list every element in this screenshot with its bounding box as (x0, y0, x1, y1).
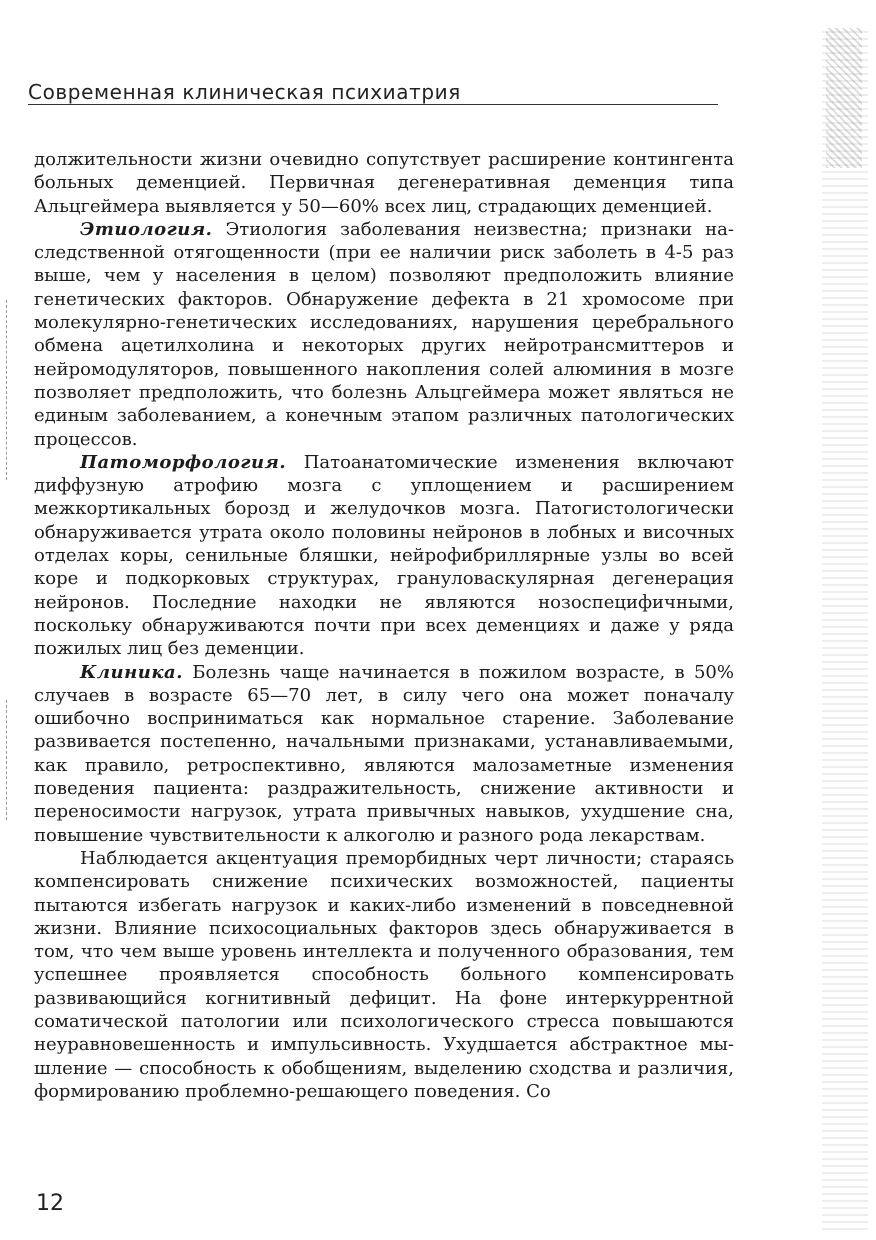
body-text (34, 148, 734, 1103)
rubric-heading: Патоморфология. (80, 451, 287, 473)
left-margin-mark (6, 700, 8, 820)
scan-edge-noise (810, 0, 876, 1240)
rubric-heading: Этиология. (80, 218, 213, 240)
paragraph-accentuation (34, 847, 734, 1103)
paragraph-pathomorphology (34, 451, 734, 661)
page-number: 12 (36, 1191, 64, 1216)
running-header: Современная клиническая психиатрия (28, 80, 461, 104)
paragraph-continuation (34, 148, 734, 218)
left-margin-mark (6, 300, 8, 480)
paragraph-text: Этиология заболевания неизвестна; признаки наследственной отягощенности (при ее наличии риск заболеть в 4-5 раз выше, чем у населения в целом) позволяют предположить влияние генетических факторов. Обнаружение дефекта в 21 хромосоме при молекулярно-генетических исследованиях, нарушения церебрального обмена ацетилхолина и некоторых других нейротрансмиттеров и нейромодуляторов, повышенного накопления солей алюминия в мозге позволяет предположить, что болезнь Альцгеймера может являться не единым заболеванием, а конечным этапом различных патологических процессов. (34, 218, 734, 450)
rubric-heading: Клиника. (80, 661, 183, 683)
paragraph-text: Болезнь чаще начинается в пожилом возрасте, в 50% случаев в возрасте 65—70 лет, в силу чего она может поначалу ошибочно восприниматься как нормальное старение. Заболевание развивается постепенно, начальными признаками, устанавливаемыми, как правило, ретроспективно, являются малозаметные изменения поведения пациента: раздражительность, снижение активности и переносимости нагрузок, утрата привычных навыков, ухудшение сна, повышение чувствительности к алкоголю и разного рода лекарствам. (34, 661, 734, 846)
scan-noise-speckle (826, 28, 862, 168)
paragraph-text: должительности жизни очевидно сопутствует расширение контингента больных деменцией. Первичная дегенеративная деменция типа Альцгеймера выявляется у 50—60% всех лиц, страдающих деменцией. (34, 149, 734, 217)
paragraph-clinic (34, 661, 734, 847)
scan-noise-strip (822, 30, 868, 1230)
paragraph-etiology (34, 218, 734, 451)
header-rule (28, 104, 718, 105)
paragraph-text: Патоанатомические изменения включают диффузную атрофию мозга с уплощением и расширением межкортикальных борозд и желудочков мозга. Патогистологически обнаруживается утрата около половины нейронов в лобных и височных отделах коры, сенильные бляшки, нейрофибриллярные узлы во всей коре и подкорковых структурах, грануловаскулярная дегенерация нейронов. Последние находки не являются нозоспецифичными, поскольку обнаруживаются почти при всех деменциях и даже у ряда пожилых лиц без деменции. (34, 451, 734, 660)
paragraph-text: Наблюдается акцентуация преморбидных черт личности; стараясь компенсировать снижение психических возможностей, пациенты пытаются избегать нагрузок и каких-либо изменений в повседневной жизни. Влияние психосоциальных факторов здесь обнаруживается в том, что чем выше уровень интеллекта и полученного образования, тем успешнее проявляется способность больного компенсировать развивающийся когнитивный дефицит. На фоне интеркуррентной соматической патологии или психологического стресса повышаются неуравновешенность и импульсивность. Ухудшается абстрактное мышление — способность к обобщениям, выделению сходства и различия, формированию проблемно-решающего поведения. Со (34, 847, 734, 1102)
